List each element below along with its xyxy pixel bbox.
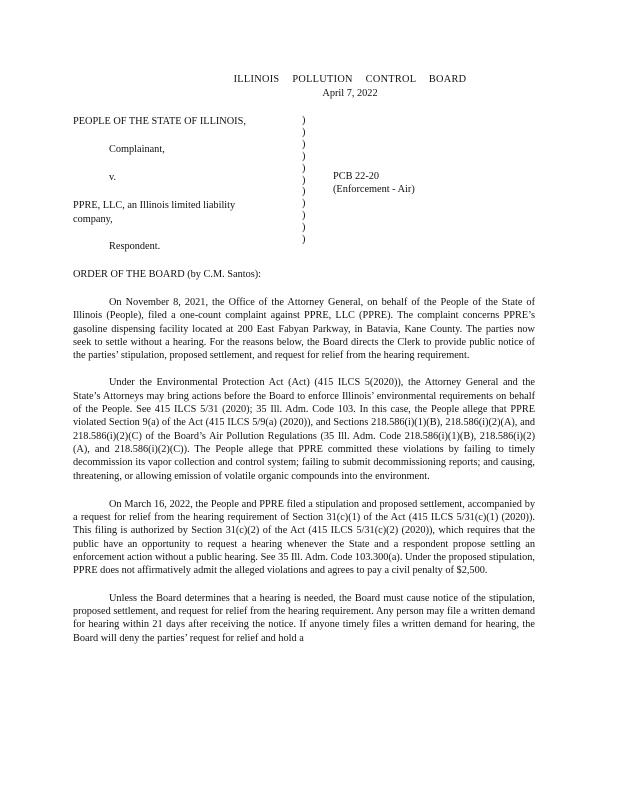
paragraph-4: Unless the Board determines that a hearing is needed, the Board must cause notice of the stipulation, proposed settlement, and request for relief from the hearing requirement. Any person may file a written demand for hearing within 21 days after receiving the notice. If anyone timely files a written demand for hearing, the Board will deny the parties’ request for relief and hold a: [73, 592, 535, 644]
versus-label: v.: [109, 172, 117, 183]
defendant-name-line2: company,: [73, 214, 113, 225]
caption-paren: ): [302, 234, 306, 246]
case-caption: [73, 115, 553, 255]
caption-paren: ): [302, 138, 306, 150]
plaintiff-name: PEOPLE OF THE STATE OF ILLINOIS,: [73, 116, 246, 127]
caption-paren: ): [302, 115, 306, 126]
caption-paren: ): [302, 222, 306, 234]
document-header: [0, 73, 618, 101]
respondent-label: Respondent.: [109, 241, 161, 252]
caption-paren: ): [302, 186, 306, 198]
caption-parentheses: [302, 115, 305, 246]
order-heading: ORDER OF THE BOARD (by C.M. Santos):: [73, 269, 262, 280]
defendant-name-line1: PPRE, LLC, an Illinois limited liability: [73, 200, 236, 211]
order-date: April 7, 2022: [322, 88, 378, 99]
caption-paren: ): [302, 174, 306, 186]
caption-paren: ): [302, 162, 306, 174]
caption-case-info: [333, 170, 415, 196]
board-name: ILLINOIS POLLUTION CONTROL BOARD: [233, 74, 467, 85]
complainant-label: Complainant,: [109, 144, 165, 155]
paragraph-2: Under the Environmental Protection Act (Act) (415 ILCS 5(2020)), the Attorney General and the State’s Attorneys may bring actions before the Board to enforce Illinois’ environmental requirements on behalf of the People. See 415 ILCS 5/31 (2020); 35 Ill. Adm. Code 103. In this case, the People allege that PPRE violated Section 9(a) of the Act (415 ILCS 5/9(a) (2020)), and Sections 218.586(i)(1)(B), 218.586(i)(2)(A), and 218.586(i)(2)(C) of the Board’s Air Pollution Regulations (35 Ill. Adm. Code 218.586(i)(1)(B), 218.586(i)(2)(A), and 218.586(i)(2)(C)). The People allege that PPRE committed these violations by failing to timely decommission its vapor collection and control system; failing to submit decommissioning reports; and causing, threatening, or allowing emission of volatile organic compounds into the environment.: [73, 377, 535, 482]
case-number: PCB 22-20: [333, 171, 380, 182]
case-type: (Enforcement - Air): [333, 184, 415, 195]
paragraph-3: On March 16, 2022, the People and PPRE filed a stipulation and proposed settlement, accompanied by a request for relief from the hearing requirement of Section 31(c)(1) of the Act (415 ILCS 5/31(c)(1) (2020)). This filing is authorized by Section 31(c)(2) of the Act (415 ILCS 5/31(c)(2) (2020)), which requires that the public have an opportunity to request a hearing whenever the State and a respondent propose settling an enforcement action without a public hearing. See 35 Ill. Adm. Code 103.300(a). Under the proposed stipulation, PPRE does not affirmatively admit the alleged violations and agrees to pay a civil penalty of $2,500.: [73, 498, 535, 577]
caption-paren: ): [302, 126, 306, 138]
caption-paren: ): [302, 198, 306, 210]
caption-paren: ): [302, 150, 306, 162]
paragraph-1: On November 8, 2021, the Office of the Attorney General, on behalf of the People of the State of Illinois (People), filed a one-count complaint against PPRE, LLC (PPRE). The complaint concerns PPRE’s gasoline dispensing facility located at 200 East Fabyan Parkway, in Batavia, Kane County. The parties now seek to settle without a hearing. For the reasons below, the Board directs the Clerk to provide public notice of the parties’ stipulation, proposed settlement, and request for relief from the hearing requirement.: [73, 297, 535, 362]
caption-paren: ): [302, 210, 306, 222]
order-body: [73, 296, 535, 658]
